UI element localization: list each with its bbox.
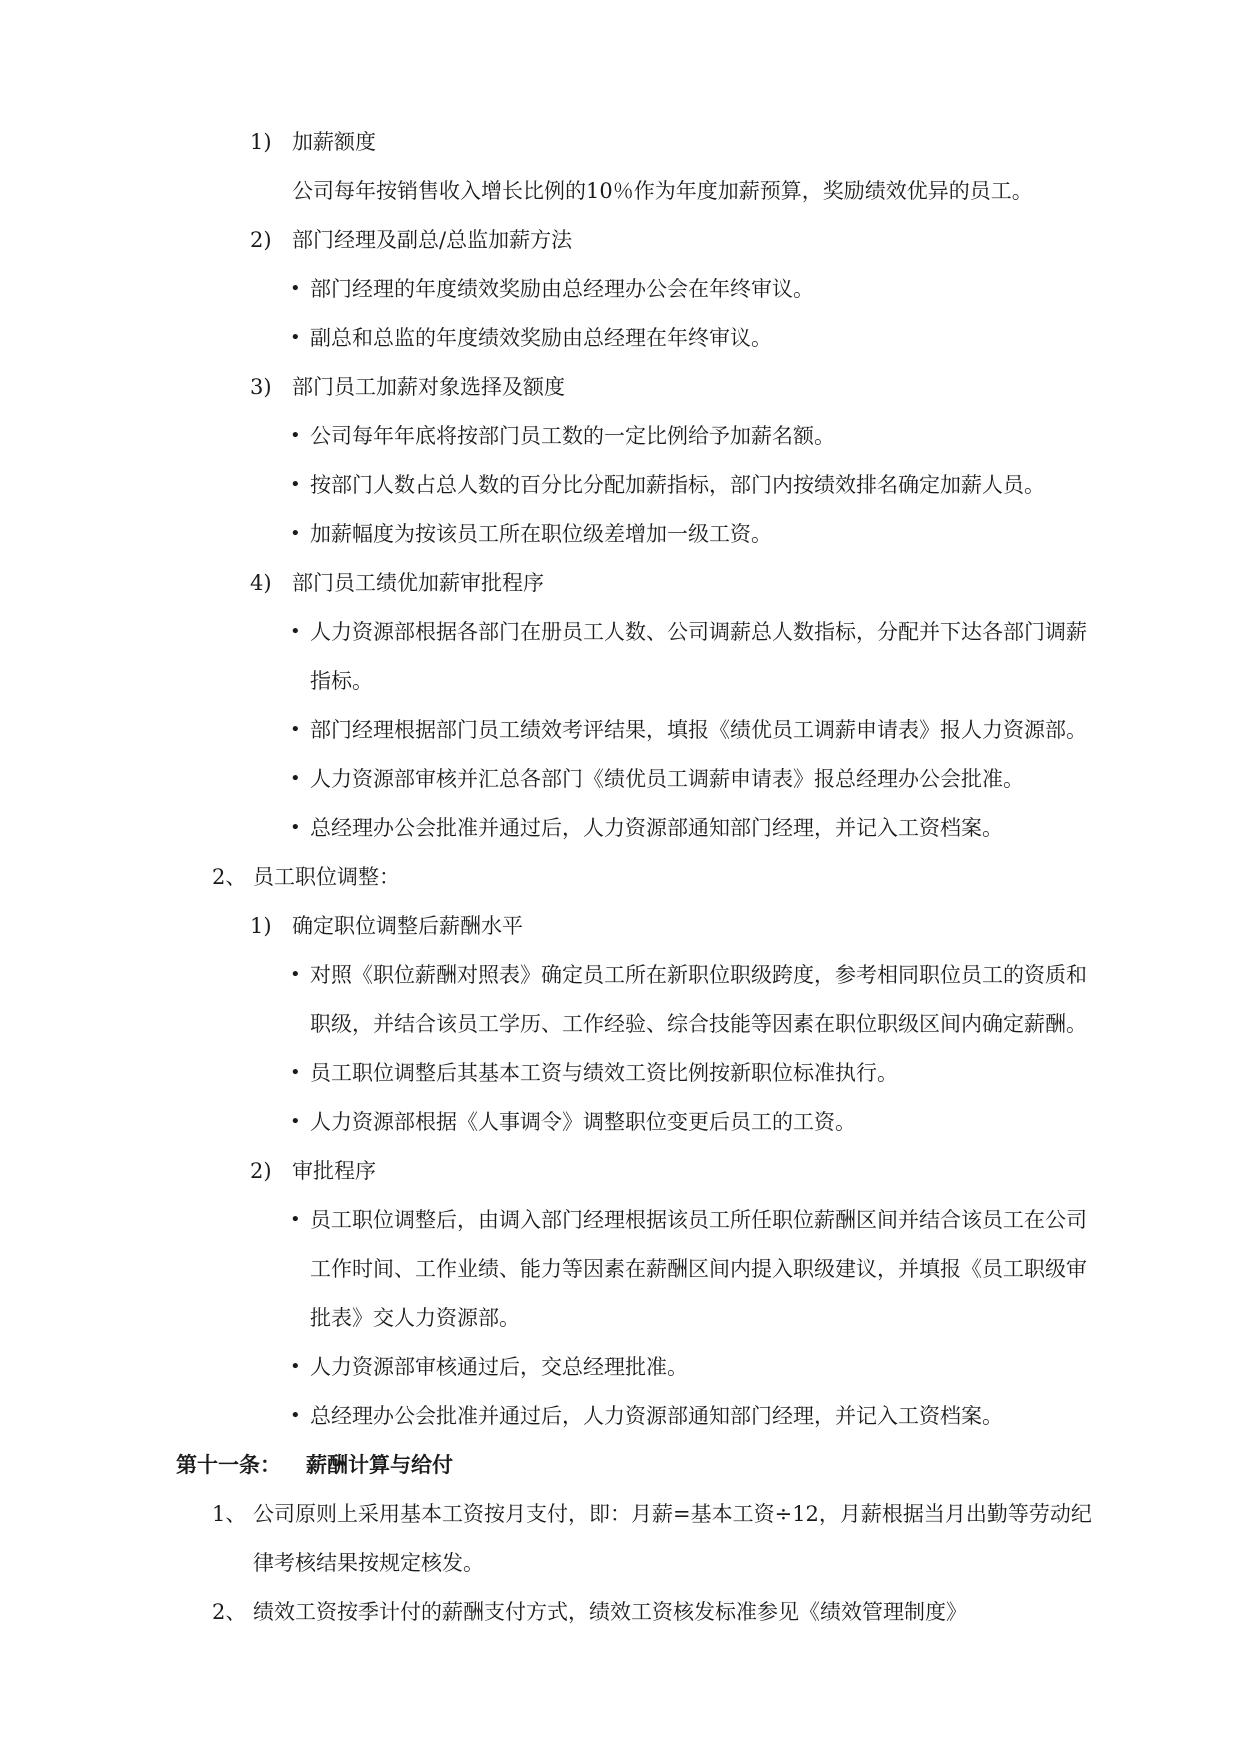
bullet-text: 公司每年年底将按部门员工数的一定比例给予加薪名额。 xyxy=(310,424,835,448)
bullet-icon: • xyxy=(290,817,301,838)
clause-number: 2、 xyxy=(212,1600,247,1624)
bullet-icon: • xyxy=(290,1405,301,1426)
bullet-text-continued: 指标。 xyxy=(310,669,373,693)
bullet-text: 员工职位调整后，由调入部门经理根据该员工所任职位薪酬区间并结合该员工在公司 xyxy=(310,1208,1087,1232)
item-number: 3) xyxy=(250,375,272,399)
item-heading: 确定职位调整后薪酬水平 xyxy=(292,914,523,938)
bullet-text: 部门经理根据部门员工绩效考评结果，填报《绩优员工调薪申请表》报人力资源部。 xyxy=(310,718,1087,742)
item-heading: 部门经理及副总/总监加薪方法 xyxy=(292,228,573,252)
bullet-icon: • xyxy=(290,1062,301,1083)
article-label: 第十一条： xyxy=(176,1452,281,1477)
bullet-text: 对照《职位薪酬对照表》确定员工所在新职位职级跨度，参考相同职位员工的资质和 xyxy=(310,963,1087,987)
section-number: 2、 xyxy=(212,865,247,889)
item-heading: 部门员工加薪对象选择及额度 xyxy=(292,375,565,399)
clause-number: 1、 xyxy=(212,1502,247,1526)
bullet-text: 总经理办公会批准并通过后，人力资源部通知部门经理，并记入工资档案。 xyxy=(310,1404,1003,1428)
bullet-text: 人力资源部审核通过后，交总经理批准。 xyxy=(310,1355,688,1379)
bullet-icon: • xyxy=(290,1111,301,1132)
item-number: 1) xyxy=(250,914,272,938)
bullet-text: 加薪幅度为按该员工所在职位级差增加一级工资。 xyxy=(310,522,772,546)
clause-text: 公司原则上采用基本工资按月支付，即：月薪=基本工资÷12，月薪根据当月出勤等劳动纪 xyxy=(253,1502,1092,1526)
bullet-icon: • xyxy=(290,523,301,544)
item-number: 1) xyxy=(250,130,272,154)
bullet-icon: • xyxy=(290,768,301,789)
item-number: 2) xyxy=(250,1159,272,1183)
bullet-text-continued: 工作时间、工作业绩、能力等因素在薪酬区间内提入职级建议，并填报《员工职级审 xyxy=(310,1257,1087,1281)
item-number: 2) xyxy=(250,228,272,252)
item-heading: 加薪额度 xyxy=(292,130,376,154)
article-title: 薪酬计算与给付 xyxy=(306,1452,453,1477)
bullet-text-continued: 职级，并结合该员工学历、工作经验、综合技能等因素在职位职级区间内确定薪酬。 xyxy=(310,1012,1087,1036)
section-heading: 员工职位调整： xyxy=(253,865,400,889)
bullet-text: 人力资源部审核并汇总各部门《绩优员工调薪申请表》报总经理办公会批准。 xyxy=(310,767,1024,791)
paragraph-text: 公司每年按销售收入增长比例的10％作为年度加薪预算，奖励绩效优异的员工。 xyxy=(292,179,1033,203)
bullet-icon: • xyxy=(290,1209,301,1230)
bullet-text: 按部门人数占总人数的百分比分配加薪指标，部门内按绩效排名确定加薪人员。 xyxy=(310,473,1045,497)
clause-text: 绩效工资按季计付的薪酬支付方式，绩效工资核发标准参见《绩效管理制度》 xyxy=(253,1600,967,1624)
bullet-text: 部门经理的年度绩效奖励由总经理办公会在年终审议。 xyxy=(310,277,814,301)
bullet-text: 总经理办公会批准并通过后，人力资源部通知部门经理，并记入工资档案。 xyxy=(310,816,1003,840)
bullet-text: 员工职位调整后其基本工资与绩效工资比例按新职位标准执行。 xyxy=(310,1061,898,1085)
bullet-icon: • xyxy=(290,278,301,299)
clause-text-continued: 律考核结果按规定核发。 xyxy=(253,1551,484,1575)
bullet-icon: • xyxy=(290,474,301,495)
bullet-icon: • xyxy=(290,621,301,642)
item-heading: 部门员工绩优加薪审批程序 xyxy=(292,571,544,595)
bullet-icon: • xyxy=(290,1356,301,1377)
item-heading: 审批程序 xyxy=(292,1159,376,1183)
bullet-text: 人力资源部根据《人事调令》调整职位变更后员工的工资。 xyxy=(310,1110,856,1134)
bullet-text: 人力资源部根据各部门在册员工人数、公司调薪总人数指标，分配并下达各部门调薪 xyxy=(310,620,1087,644)
bullet-text-continued: 批表》交人力资源部。 xyxy=(310,1306,520,1330)
bullet-icon: • xyxy=(290,327,301,348)
bullet-icon: • xyxy=(290,719,301,740)
bullet-icon: • xyxy=(290,964,301,985)
bullet-icon: • xyxy=(290,425,301,446)
bullet-text: 副总和总监的年度绩效奖励由总经理在年终审议。 xyxy=(310,326,772,350)
item-number: 4) xyxy=(250,571,272,595)
